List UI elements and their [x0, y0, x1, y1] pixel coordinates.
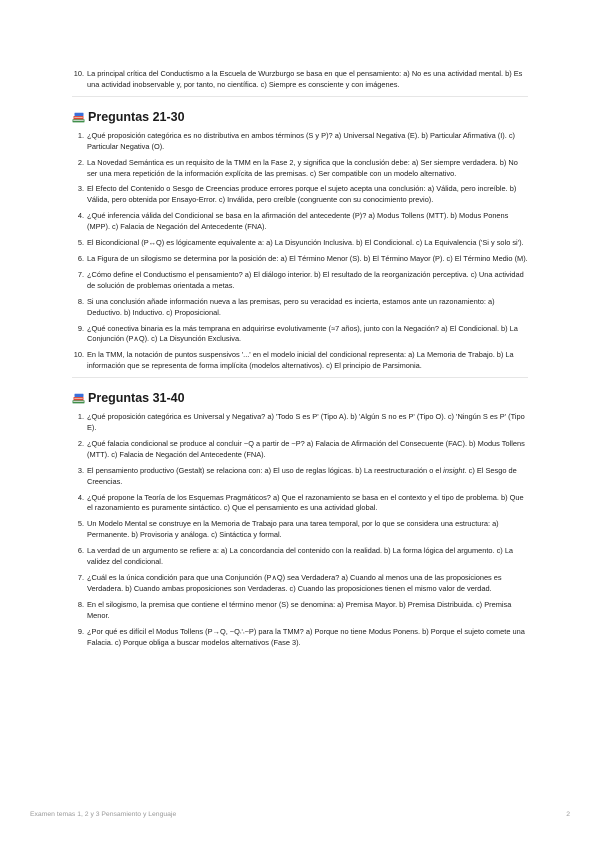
- question-number: 9.: [77, 323, 84, 333]
- question-item: [72, 412, 528, 434]
- question-text: En la TMM, la notación de puntos suspensivos '...' en el modelo inicial del condicional representa: a) La Memoria de Trabajo. b) La información que se representa de forma implícita (modelos alternativos). c) El principio de Parsimonia.: [87, 350, 514, 371]
- question-list-31-40: [72, 412, 528, 648]
- question-number: 3.: [77, 465, 84, 475]
- question-item: [72, 600, 528, 622]
- question-number: 6.: [77, 546, 84, 556]
- question-text: ¿Cuál es la única condición para que una Conjunción (P∧Q) sea Verdadera? a) Cuando al menos una de las proposiciones es Verdadera. b) Cuando ambas proposiciones son Verdaderas. c) Cuando las proposiciones tienen el mismo valor de verdad.: [87, 573, 502, 593]
- question-number: 4.: [77, 492, 84, 502]
- question-number: 4.: [77, 211, 84, 221]
- question-text: La verdad de un argumento se refiere a: a) La concordancia del contenido con la realidad. b) La forma lógica del argumento. c) La validez del condicional.: [87, 546, 514, 567]
- question-number: 2.: [77, 438, 84, 448]
- section-heading-31-40: [72, 389, 528, 407]
- question-item: [72, 350, 528, 372]
- section-title: Preguntas 21-30: [88, 109, 185, 124]
- question-item: [72, 69, 528, 91]
- page-content: [72, 69, 528, 653]
- question-list-top: [72, 69, 528, 91]
- question-item: [72, 254, 528, 265]
- question-text-italic: insight: [443, 465, 465, 475]
- section-title: Preguntas 31-40: [88, 391, 185, 406]
- question-item: [72, 297, 528, 319]
- section-divider: [72, 96, 528, 97]
- question-number: 2.: [77, 157, 84, 167]
- question-text: El Bicondicional (P↔Q) es lógicamente equivalente a: a) La Disyunción Inclusiva. b) El Condicional. c) La Equivalencia ('Si y solo si').: [87, 238, 524, 248]
- question-text: ¿Qué falacia condicional se produce al concluir ~Q a partir de ~P? a) Falacia de Afirmación del Consecuente (FAC). b) Modus Tollens (MTT). c) Falacia de Negación del Antecedente (FNA).: [87, 438, 525, 459]
- question-number: 7.: [77, 269, 84, 279]
- question-number: 6.: [77, 253, 84, 263]
- question-item: [72, 627, 528, 649]
- question-text: En el silogismo, la premisa que contiene el término menor (S) se denomina: a) Premisa Mayor. b) Premisa Distribuida. c) Premisa Menor.: [87, 599, 512, 620]
- question-text: ¿Qué inferencia válida del Condicional se basa en la afirmación del antecedente (P)? a) Modus Tollens (MTT). b) Modus Ponens (MPP). c) Falacia de Negación del Antecedente (FNA).: [87, 211, 509, 232]
- question-number: 8.: [77, 296, 84, 306]
- question-item: [72, 184, 528, 206]
- question-number: 1.: [77, 130, 84, 140]
- footer-document-title: Examen temas 1, 2 y 3 Pensamiento y Lenguaje: [30, 811, 177, 818]
- page-footer: [30, 811, 570, 818]
- question-item: [72, 439, 528, 461]
- question-number: 9.: [77, 626, 84, 636]
- question-item: [72, 573, 528, 595]
- question-number: 10.: [73, 69, 84, 78]
- question-number: 7.: [77, 573, 84, 582]
- question-text: ¿Por qué es difícil el Modus Tollens (P→Q, ~Q∴~P) para la TMM? a) Porque no tiene Modus Ponens. b) Porque el sujeto comete una Falacia. c) Porque obliga a buscar modelos alternativos (Fase 3).: [87, 626, 525, 647]
- question-item: [72, 270, 528, 292]
- question-item: [72, 466, 528, 488]
- question-text: La Figura de un silogismo se determina por la posición de: a) El Término Menor (S). b) El Término Mayor (P). c) El Término Medio (M).: [87, 253, 528, 263]
- question-item: [72, 131, 528, 153]
- question-text-part: El pensamiento productivo (Gestalt) se relaciona con: a) El uso de reglas lógicas. b) La reestructuración o el: [87, 465, 444, 475]
- question-text-part: . c) El Sesgo de Creencias.: [87, 465, 517, 486]
- question-text: La Novedad Semántica es un requisito de la TMM en la Fase 2, y significa que la conclusión debe: a) Ser siempre verdadera. b) No ser una mera repetición de la información explícita de las premisas. c) Ser compatible con un modelo alternativo.: [87, 157, 518, 178]
- question-number: 8.: [77, 599, 84, 609]
- question-item: [72, 546, 528, 568]
- question-item: [72, 238, 528, 249]
- question-text: Si una conclusión añade información nueva a las premisas, pero su veracidad es incierta, estamos ante un razonamiento: a) Deductivo. b) Inductivo. c) Proposicional.: [87, 296, 495, 317]
- question-number: 5.: [77, 519, 84, 529]
- question-item: [72, 324, 528, 346]
- question-text: ¿Cómo define el Conductismo el pensamiento? a) El diálogo interior. b) El resultado de la reorganización perceptiva. c) Una actividad de solución de problemas orientada a metas.: [87, 269, 524, 290]
- question-list-21-30: [72, 131, 528, 372]
- question-number: 10.: [73, 350, 84, 360]
- question-item: [72, 519, 528, 541]
- question-number: 1.: [77, 412, 84, 422]
- question-number: 3.: [77, 184, 84, 194]
- question-text: Un Modelo Mental se construye en la Memoria de Trabajo para una tarea temporal, por lo que se considera una estructura: a) Permanente. b) Provisoria y análoga. c) Sintáctica y formal.: [87, 519, 499, 540]
- footer-page-number: 2: [566, 811, 570, 818]
- question-text: ¿Qué propone la Teoría de los Esquemas Pragmáticos? a) Que el razonamiento se basa en el contexto y el tipo de problema. b) Que el razonamiento es puramente sintáctico. c) Que el pensamiento es una actividad global.: [87, 492, 524, 513]
- books-icon: [72, 392, 85, 404]
- question-item: [72, 211, 528, 233]
- question-item: [72, 493, 528, 515]
- section-heading-21-30: [72, 108, 528, 126]
- question-text: ¿Qué proposición categórica es Universal y Negativa? a) 'Todo S es P' (Tipo A). b) 'Algún S no es P' (Tipo O). c) 'Ningún S es P' (Tipo E).: [87, 412, 525, 433]
- question-text: ¿Qué conectiva binaria es la más temprana en adquirirse evolutivamente (≈7 años), junto con la Negación? a) El Condicional. b) La Conjunción (P∧Q). c) La Disyunción Exclusiva.: [87, 323, 518, 344]
- question-text: [87, 466, 517, 486]
- question-text: El Efecto del Contenido o Sesgo de Creencias produce errores porque el sujeto acepta una conclusión: a) Válida, pero increíble. b) Válida, pero obtenida por Ensayo-Error. c) Inválida, pero creíble (congruente con su conocimiento previo).: [87, 184, 517, 205]
- question-item: [72, 158, 528, 180]
- books-icon: [72, 111, 85, 123]
- question-text: ¿Qué proposición categórica es no distributiva en ambos términos (S y P)? a) Universal Negativa (E). b) Particular Afirmativa (I). c) Particular Negativa (O).: [87, 130, 515, 151]
- question-number: 5.: [77, 238, 84, 248]
- question-text: La principal crítica del Conductismo a la Escuela de Wurzburgo se basa en que el pensamiento: a) No es una actividad mental. b) Es una actividad inobservable y, por tanto, no científica. c) Siempre es consciente y con imágenes.: [87, 69, 523, 89]
- section-divider: [72, 377, 528, 378]
